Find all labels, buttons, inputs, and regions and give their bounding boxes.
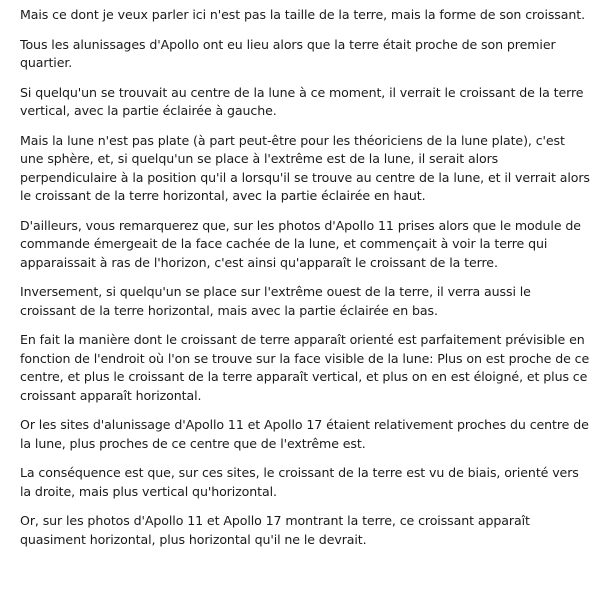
- paragraph-4: Mais la lune n'est pas plate (à part peut-être pour les théoriciens de la lune plate), c'est une sphère, et, si quelqu'un se place à l'extrême est de la lune, il serait alors perpendiculaire à la position qu'il a lorsqu'il se trouve au centre de la lune, et il verrait alors le croissant de la terre horizontal, avec la partie éclairée en haut.: [20, 132, 590, 203]
- paragraph-7: En fait la manière dont le croissant de terre apparaît orienté est parfaitement prévisible en fonction de l'endroit où l'on se trouve sur la face visible de la lune: Plus on est proche de ce centre, et plus le croissant de la terre apparaît vertical, et plus on en est éloigné, et plus ce croissant apparaît horizontal.: [20, 332, 590, 403]
- paragraph-9: La conséquence est que, sur ces sites, le croissant de la terre est vu de biais, orienté vers la droite, mais plus vertical qu'horizontal.: [20, 465, 579, 499]
- paragraph-10: Or, sur les photos d'Apollo 11 et Apollo 17 montrant la terre, ce croissant apparaît quasiment horizontal, plus horizontal qu'il ne le devrait.: [20, 513, 530, 547]
- paragraph-6: Inversement, si quelqu'un se place sur l'extrême ouest de la terre, il verra aussi le croissant de la terre horizontal, mais avec la partie éclairée en bas.: [20, 284, 531, 318]
- paragraph-1: Mais ce dont je veux parler ici n'est pas la taille de la terre, mais la forme de son croissant.: [20, 7, 586, 22]
- paragraph-3: Si quelqu'un se trouvait au centre de la lune à ce moment, il verrait le croissant de la terre vertical, avec la partie éclairée à gauche.: [20, 84, 584, 118]
- paragraph-5: D'ailleurs, vous remarquerez que, sur les photos d'Apollo 11 prises alors que le module de commande émergeait de la face cachée de la lune, et commençait à voir la terre qui apparaissait à ras de l'horizon, c'est ainsi qu'apparaît le croissant de la terre.: [20, 217, 581, 270]
- paragraph-8: Or les sites d'alunissage d'Apollo 11 et Apollo 17 étaient relativement proches du centre de la lune, plus proches de ce centre que de l'extrême est.: [20, 417, 589, 451]
- paragraph-2: Tous les alunissages d'Apollo ont eu lieu alors que la terre était proche de son premier quartier.: [20, 36, 556, 70]
